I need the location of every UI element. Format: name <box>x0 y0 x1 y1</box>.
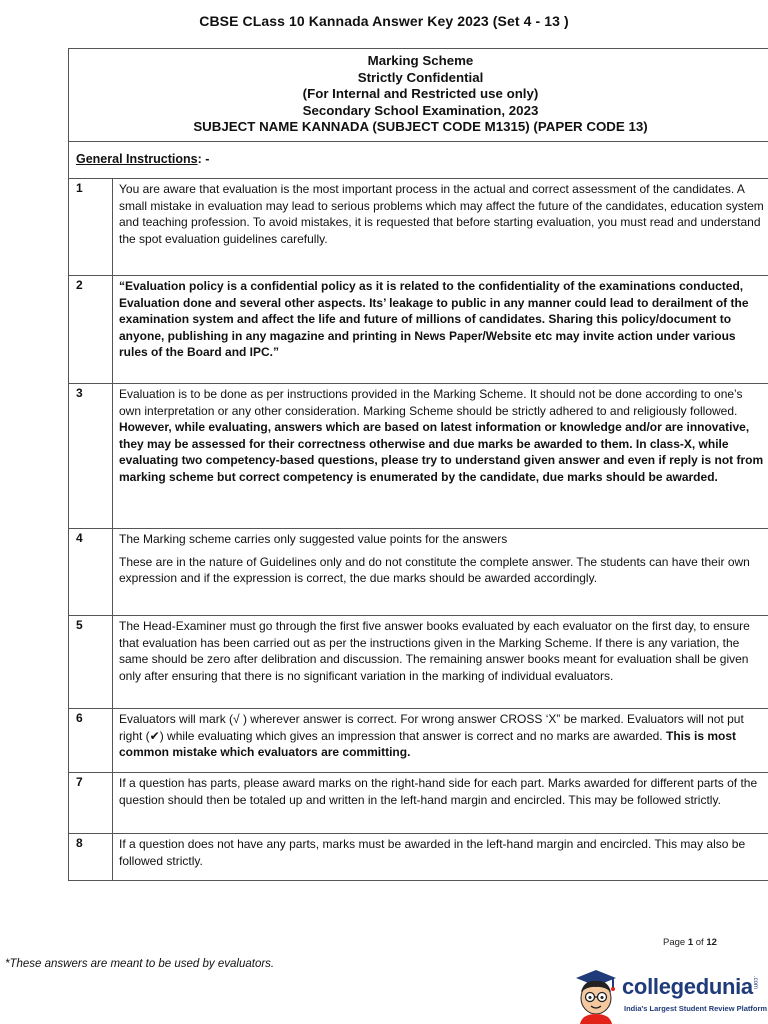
row-number: 8 <box>76 836 83 850</box>
general-instructions-heading <box>69 142 768 179</box>
marking-scheme-table <box>68 48 768 881</box>
row-text: The Marking scheme carries only suggested value points for the answers These are in the nature of Guidelines only and do not constitute the complete answer. The students can have their own expression and if the expression is correct, the due marks should be awarded accordingly. <box>119 532 750 586</box>
row-number: 4 <box>76 531 83 545</box>
row-number: 3 <box>76 386 83 400</box>
scheme-header <box>69 49 768 142</box>
row-text: Evaluation is to be done as per instructions provided in the Marking Scheme. It should not be done according to one’s own interpretation or any other consideration. Marking Scheme should be strictly adhered to and religiously followed. However, while evaluating, answers which are based on latest information or knowledge and/or are innovative, they may be assessed for their correctness otherwise and due marks be awarded to them. In class-X, while evaluating two competency-based questions, please try to understand given answer and even if reply is not from marking scheme but correct competency is enumerated by the candidate, due marks should be awarded. <box>119 387 764 484</box>
header-line: Marking Scheme <box>367 53 474 68</box>
header-line: Secondary School Examination, 2023 <box>302 102 539 118</box>
instruction-row <box>69 384 768 529</box>
instruction-row <box>69 179 768 276</box>
general-instructions-suffix: : - <box>197 152 210 166</box>
page-number: Page 1 of 12 <box>663 937 717 948</box>
header-line: Strictly Confidential <box>357 69 484 85</box>
instruction-row <box>69 616 768 709</box>
row-text: You are aware that evaluation is the most important process in the actual and correct assessment of the candidates. A small mistake in evaluation may lead to serious problems which may affect the future of the candidates, education system and teaching profession. To avoid mistakes, it is requested that before starting evaluation, you must read and understand the spot evaluation guidelines carefully. <box>119 182 764 246</box>
row-text: The Head-Examiner must go through the first five answer books evaluated by each evaluator on the first day, to ensure that evaluation has been carried out as per the instructions given in the Marking Scheme. If there is any variation, the same should be zero after delibration and discussion. The remaining answer books meant for evaluation shall be given only after ensuring that there is no significant variation in the marking of individual evaluators. <box>119 619 750 683</box>
general-instructions-label: General Instructions <box>76 152 198 166</box>
row-text: If a question has parts, please award marks on the right-hand side for each part. Marks awarded for different parts of the question should then be totaled up and written in the left-hand margin and encircled. This may be followed strictly. <box>119 776 758 807</box>
logo-tagline: India's Largest Student Review Platform <box>624 1004 768 1013</box>
header-line: SUBJECT NAME KANNADA (SUBJECT CODE M1315) (PAPER CODE 13) <box>193 119 648 135</box>
instruction-row <box>69 834 768 881</box>
document-title: CBSE CLass 10 Kannada Answer Key 2023 (Set 4 - 13 ) <box>199 13 569 29</box>
instruction-row <box>69 276 768 384</box>
instruction-row <box>69 709 768 773</box>
row-text: Evaluators will mark (√ ) wherever answer is correct. For wrong answer CROSS ‘X” be marked. Evaluators will not put right (✔) while evaluating which gives an impression that answer is correct and no marks are awarded. This is most common mistake which evaluators are committing. <box>119 712 744 760</box>
instruction-row <box>69 529 768 616</box>
row-text: “Evaluation policy is a confidential policy as it is related to the confidentiality of the examinations conducted, Evaluation done and several other aspects. Its’ leakage to public in any manner could lead to derailment of the examination system and affect the life and future of millions of candidates. Sharing this policy/document to anyone, publishing in any magazine and printing in News Paper/Website etc may invite action under various rules of the Board and IPC.” <box>119 279 749 360</box>
logo-dotcom: .com <box>752 976 758 990</box>
footnote: *These answers are meant to be used by evaluators. <box>5 958 275 970</box>
row-number: 1 <box>76 181 83 195</box>
header-line: (For Internal and Restricted use only) <box>302 86 539 102</box>
logo-name: collegedunia <box>622 974 753 999</box>
mascot-icon <box>570 966 620 1024</box>
row-number: 5 <box>76 618 83 632</box>
row-text: If a question does not have any parts, marks must be awarded in the left-hand margin and encircled. This may also be followed strictly. <box>119 837 746 868</box>
row-number: 6 <box>76 711 83 725</box>
row-number: 7 <box>76 775 83 789</box>
collegedunia-logo <box>570 966 768 1024</box>
row-number: 2 <box>76 278 83 292</box>
instruction-row <box>69 773 768 834</box>
